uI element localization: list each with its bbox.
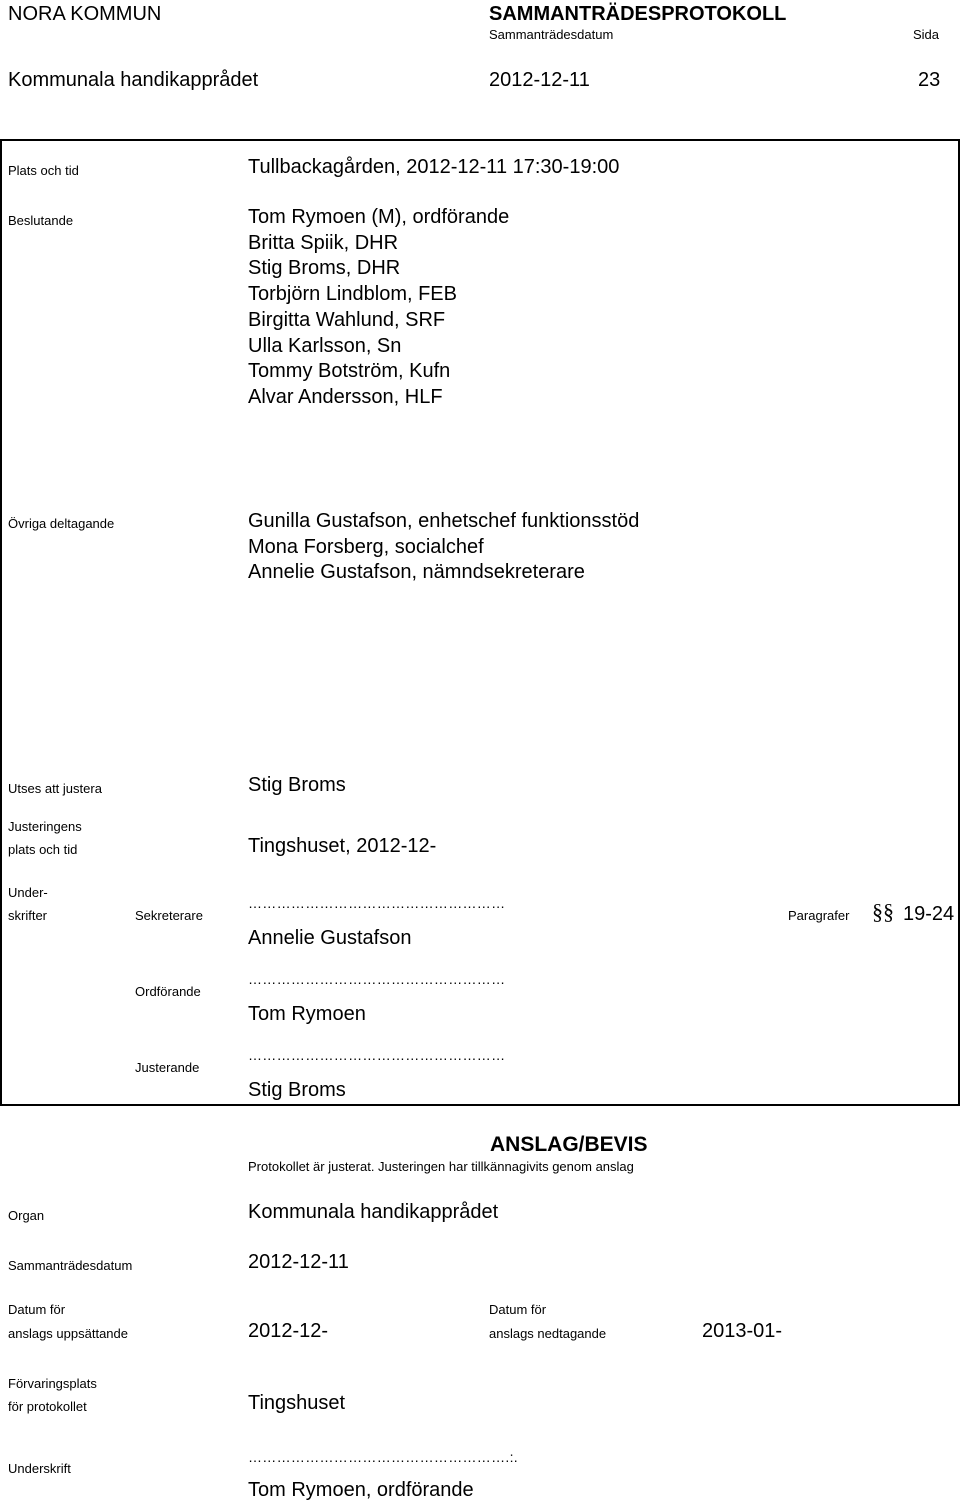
signature-line: ……………………………………………….:. — [248, 1449, 518, 1465]
secretary-name: Annelie Gustafson — [248, 927, 412, 949]
notice-statement: Protokollet är justerat. Justeringen har tillkännagivits genom anslag — [248, 1159, 634, 1174]
paragraphs-label: Paragrafer — [788, 908, 850, 923]
committee-name: Kommunala handikapprådet — [8, 69, 259, 91]
organ-label: Organ — [8, 1208, 45, 1223]
signatures-label-2: skrifter — [8, 908, 47, 923]
meeting-date-label: Sammanträdesdatum — [489, 27, 614, 42]
list-item: Birgitta Wahlund, SRF — [248, 308, 446, 331]
adjuster-name: Stig Broms — [248, 774, 346, 796]
secretary-signature-line: ……………………………………………… — [248, 895, 506, 911]
signature-name: Tom Rymoen, ordförande — [248, 1479, 474, 1501]
signature-label: Underskrift — [8, 1461, 71, 1476]
notice-meeting-date-label: Sammanträdesdatum — [8, 1258, 133, 1273]
deciding-label: Beslutande — [8, 213, 74, 228]
frame-bottom-line — [0, 1104, 960, 1106]
adjuster-signature-name: Stig Broms — [248, 1079, 346, 1101]
storage-value: Tingshuset — [248, 1392, 346, 1414]
secretary-label: Sekreterare — [135, 908, 203, 923]
removed-label-2: anslags nedtagande — [489, 1326, 607, 1341]
frame-top-line — [0, 139, 960, 141]
list-item: Alvar Andersson, HLF — [248, 385, 443, 408]
adjust-place-label-1: Justeringens — [8, 819, 82, 834]
list-item: Annelie Gustafson, nämndsekreterare — [248, 561, 585, 584]
list-item: Britta Spiik, DHR — [248, 231, 399, 254]
organ-value: Kommunala handikapprådet — [248, 1201, 499, 1223]
posted-label-1: Datum för — [8, 1302, 66, 1317]
adjuster-label: Utses att justera — [8, 781, 102, 796]
removed-label-1: Datum för — [489, 1302, 547, 1317]
list-item: Torbjörn Lindblom, FEB — [248, 283, 457, 306]
posted-date: 2012-12- — [248, 1320, 329, 1342]
deciding-list — [248, 205, 509, 411]
list-item: Stig Broms, DHR — [248, 257, 401, 280]
removed-date: 2013-01- — [702, 1320, 783, 1342]
list-item: Tom Rymoen (M), ordförande — [248, 206, 510, 228]
org-name: NORA KOMMUN — [8, 3, 162, 25]
storage-label-2: för protokollet — [8, 1399, 87, 1414]
others-label: Övriga deltagande — [8, 516, 115, 531]
posted-label-2: anslags uppsättande — [8, 1326, 128, 1341]
adjust-place-label-2: plats och tid — [8, 842, 78, 857]
page-label: Sida — [913, 27, 940, 42]
document-type: SAMMANTRÄDESPROTOKOLL — [489, 3, 787, 25]
chair-signature-line: ……………………………………………… — [248, 971, 506, 987]
page-number: 23 — [918, 69, 941, 91]
list-item: Ulla Karlsson, Sn — [248, 334, 402, 357]
chair-label: Ordförande — [135, 984, 201, 999]
signatures-label-1: Under- — [8, 885, 48, 900]
list-item: Tommy Botström, Kufn — [248, 360, 451, 383]
paragraph-symbol: §§ — [872, 899, 894, 924]
meeting-date: 2012-12-11 — [489, 69, 590, 91]
adjuster-signature-line: ……………………………………………… — [248, 1047, 506, 1063]
list-item: Gunilla Gustafson, enhetschef funktionsstöd — [248, 510, 640, 532]
place-value: Tullbackagården, 2012-12-11 17:30-19:00 — [248, 156, 620, 178]
notice-title: ANSLAG/BEVIS — [490, 1133, 648, 1156]
frame-left-line — [0, 139, 2, 1106]
storage-label-1: Förvaringsplats — [8, 1376, 97, 1391]
list-item: Mona Forsberg, socialchef — [248, 535, 484, 558]
adjuster-signature-label: Justerande — [135, 1060, 200, 1075]
chair-name: Tom Rymoen — [248, 1003, 366, 1025]
paragraphs-value: 19-24 — [903, 903, 955, 925]
others-list — [248, 509, 639, 586]
adjust-place-value: Tingshuset, 2012-12- — [248, 835, 437, 857]
notice-meeting-date: 2012-12-11 — [248, 1251, 349, 1273]
place-label: Plats och tid — [8, 163, 79, 178]
